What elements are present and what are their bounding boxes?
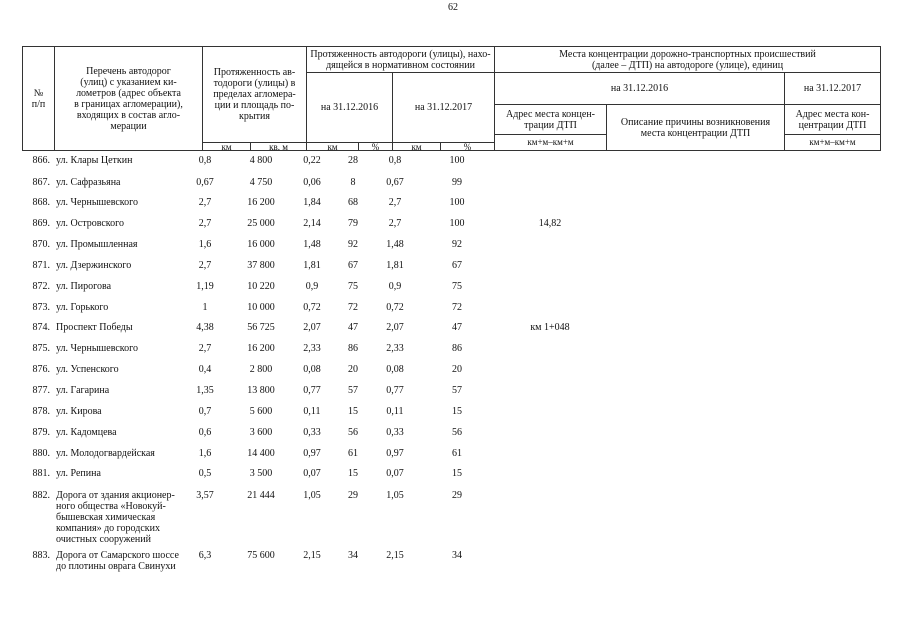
norm-2016-pct: 20 xyxy=(348,364,358,375)
norm-2016-km: 2,14 xyxy=(303,218,321,229)
norm-2016-pct: 34 xyxy=(348,550,358,561)
length-km: 2,7 xyxy=(198,197,212,208)
length-km: 6,3 xyxy=(198,550,212,561)
norm-2016-pct: 67 xyxy=(348,260,358,271)
header-acc-address: Адрес места концен- трации ДТП xyxy=(495,105,607,135)
road-name: ул. Молодогвардейская xyxy=(56,448,155,459)
length-km: 3,57 xyxy=(196,490,214,501)
norm-2016-km: 0,77 xyxy=(303,385,321,396)
row-number: 870. xyxy=(32,239,50,250)
norm-2017-pct: 72 xyxy=(452,302,462,313)
length-km: 2,7 xyxy=(198,218,212,229)
row-number: 866. xyxy=(32,155,50,166)
area-sqm: 10 220 xyxy=(247,281,275,292)
length-km: 2,7 xyxy=(198,260,212,271)
header-acc-address-2017: Адрес места кон- центрации ДТП xyxy=(785,105,881,135)
norm-2016-km: 1,48 xyxy=(303,239,321,250)
norm-2016-pct: 29 xyxy=(348,490,358,501)
norm-2016-pct: 86 xyxy=(348,343,358,354)
road-name: ул. Репина xyxy=(56,468,101,479)
unit-sqm: кв. м xyxy=(251,143,307,151)
length-km: 1,6 xyxy=(198,448,212,459)
header-acc-cause: Описание причины возникновения места концентрации ДТП xyxy=(607,105,785,151)
norm-2016-km: 0,33 xyxy=(303,427,321,438)
length-km: 0,4 xyxy=(198,364,212,375)
norm-2017-km: 1,48 xyxy=(386,239,404,250)
road-name: ул. Пирогова xyxy=(56,281,112,292)
area-sqm: 75 600 xyxy=(247,550,275,561)
norm-2017-km: 2,15 xyxy=(386,550,404,561)
norm-2016-km: 2,15 xyxy=(303,550,321,561)
page-number: 62 xyxy=(448,2,458,13)
norm-2016-pct: 72 xyxy=(348,302,358,313)
header-acc-2017: на 31.12.2017 xyxy=(785,73,881,105)
road-name: Дорога от здания акционер- ного общества «Новокуй- бышевская химическая компания» до городских очистных сооружений xyxy=(56,490,175,545)
norm-2016-pct: 28 xyxy=(348,155,358,166)
norm-2017-pct: 29 xyxy=(452,490,462,501)
norm-2017-km: 0,11 xyxy=(386,406,404,417)
unit-km: км xyxy=(203,143,251,151)
norm-2017-pct: 57 xyxy=(452,385,462,396)
norm-2017-pct: 61 xyxy=(452,448,462,459)
row-number: 883. xyxy=(32,550,50,561)
norm-2016-pct: 15 xyxy=(348,468,358,479)
area-sqm: 16 200 xyxy=(247,197,275,208)
row-number: 869. xyxy=(32,218,50,229)
norm-2017-pct: 34 xyxy=(452,550,462,561)
norm-2017-km: 0,8 xyxy=(388,155,402,166)
area-sqm: 16 000 xyxy=(247,239,275,250)
norm-2017-pct: 15 xyxy=(452,406,462,417)
norm-2017-km: 2,33 xyxy=(386,343,404,354)
norm-2017-pct: 15 xyxy=(452,468,462,479)
norm-2017-km: 0,67 xyxy=(386,177,404,188)
row-number: 879. xyxy=(32,427,50,438)
area-sqm: 56 725 xyxy=(247,322,275,333)
road-name: ул. Островского xyxy=(56,218,125,229)
header-norm-2016: на 31.12.2016 xyxy=(307,73,393,143)
header-num: № п/п xyxy=(23,47,55,151)
norm-2016-pct: 47 xyxy=(348,322,358,333)
row-number: 875. xyxy=(32,343,50,354)
road-name: ул. Сафразьяна xyxy=(56,177,121,188)
norm-2017-pct: 100 xyxy=(449,197,465,208)
area-sqm: 5 600 xyxy=(249,406,273,417)
header-length: Протяженность ав- тодороги (улицы) в пределах агломера- ции и площадь по- крытия xyxy=(203,47,307,143)
norm-2016-km: 0,9 xyxy=(305,281,319,292)
norm-2017-km: 0,97 xyxy=(386,448,404,459)
norm-2017-pct: 75 xyxy=(452,281,462,292)
length-km: 1,6 xyxy=(198,239,212,250)
norm-2016-km: 0,11 xyxy=(303,406,321,417)
length-km: 2,7 xyxy=(198,343,212,354)
length-km: 4,38 xyxy=(196,322,214,333)
row-number: 876. xyxy=(32,364,50,375)
row-number: 873. xyxy=(32,302,50,313)
road-name: ул. Кадомцева xyxy=(56,427,117,438)
norm-2016-km: 1,84 xyxy=(303,197,321,208)
norm-2016-km: 0,72 xyxy=(303,302,321,313)
area-sqm: 13 800 xyxy=(247,385,275,396)
area-sqm: 16 200 xyxy=(247,343,275,354)
norm-2017-pct: 56 xyxy=(452,427,462,438)
norm-2017-pct: 67 xyxy=(452,260,462,271)
header-road-list: Перечень автодорог (улиц) с указанием ки- лометров (адрес объекта в границах агломерации), входящих в состав агло- мерации xyxy=(55,47,203,151)
row-number: 872. xyxy=(32,281,50,292)
road-name: ул. Гагарина xyxy=(56,385,110,396)
area-sqm: 14 400 xyxy=(247,448,275,459)
area-sqm: 21 444 xyxy=(247,490,275,501)
road-name: ул. Успенского xyxy=(56,364,119,375)
norm-2016-km: 0,08 xyxy=(303,364,321,375)
norm-2016-pct: 61 xyxy=(348,448,358,459)
road-name: ул. Чернышевского xyxy=(56,197,139,208)
norm-2016-km: 1,81 xyxy=(303,260,321,271)
road-name: Проспект Победы xyxy=(56,322,133,333)
norm-2017-km: 1,05 xyxy=(386,490,404,501)
norm-2017-km: 2,7 xyxy=(388,218,402,229)
norm-2016-km: 2,07 xyxy=(303,322,321,333)
length-km: 0,7 xyxy=(198,406,212,417)
row-number: 882. xyxy=(32,490,50,501)
norm-2016-km: 0,07 xyxy=(303,468,321,479)
area-sqm: 37 800 xyxy=(247,260,275,271)
norm-2016-pct: 8 xyxy=(350,177,356,188)
area-sqm: 25 000 xyxy=(247,218,275,229)
norm-2016-km: 0,06 xyxy=(303,177,321,188)
norm-2016-km: 0,22 xyxy=(303,155,321,166)
norm-2017-km: 2,7 xyxy=(388,197,402,208)
norm-2016-pct: 79 xyxy=(348,218,358,229)
area-sqm: 3 500 xyxy=(249,468,273,479)
norm-2016-km: 1,05 xyxy=(303,490,321,501)
header-accidents: Места концентрации дорожно-транспортных происшествий (далее – ДТП) на автодороге (улице), единиц xyxy=(495,47,881,73)
norm-2017-pct: 86 xyxy=(452,343,462,354)
area-sqm: 4 800 xyxy=(249,155,273,166)
row-number: 874. xyxy=(32,322,50,333)
area-sqm: 4 750 xyxy=(249,177,273,188)
norm-2016-pct: 56 xyxy=(348,427,358,438)
norm-2016-pct: 68 xyxy=(348,197,358,208)
area-sqm: 3 600 xyxy=(249,427,273,438)
norm-2017-km: 0,33 xyxy=(386,427,404,438)
row-number: 881. xyxy=(32,468,50,479)
unit-pct-2017: % xyxy=(441,143,495,151)
road-name: ул. Горького xyxy=(56,302,109,313)
length-km: 1,35 xyxy=(196,385,214,396)
unit-kmm-2017: км+м–км+м xyxy=(785,135,881,151)
length-km: 1,19 xyxy=(196,281,214,292)
norm-2017-km: 1,81 xyxy=(386,260,404,271)
norm-2016-pct: 15 xyxy=(348,406,358,417)
norm-2017-km: 0,08 xyxy=(386,364,404,375)
road-name: ул. Промышленная xyxy=(56,239,138,250)
norm-2016-pct: 75 xyxy=(348,281,358,292)
header-acc-2016: на 31.12.2016 xyxy=(495,73,785,105)
norm-2017-km: 0,77 xyxy=(386,385,404,396)
row-number: 878. xyxy=(32,406,50,417)
road-name: ул. Кирова xyxy=(56,406,102,417)
norm-2016-pct: 57 xyxy=(348,385,358,396)
length-km: 0,8 xyxy=(198,155,212,166)
length-km: 0,67 xyxy=(196,177,214,188)
accident-address: км 1+048 xyxy=(530,322,570,333)
length-km: 0,5 xyxy=(198,468,212,479)
road-name: Дорога от Самарского шоссе до плотины оврага Свинухи xyxy=(56,550,179,572)
area-sqm: 2 800 xyxy=(249,364,273,375)
row-number: 871. xyxy=(32,260,50,271)
header-normative: Протяженность автодороги (улицы), нахо- дящейся в нормативном состоянии xyxy=(307,47,495,73)
unit-km-2016: км xyxy=(307,143,359,151)
table-header xyxy=(22,46,881,151)
area-sqm: 10 000 xyxy=(247,302,275,313)
row-number: 867. xyxy=(32,177,50,188)
norm-2017-pct: 99 xyxy=(452,177,462,188)
header-norm-2017: на 31.12.2017 xyxy=(393,73,495,143)
norm-2017-pct: 20 xyxy=(452,364,462,375)
unit-pct-2016: % xyxy=(359,143,393,151)
norm-2017-pct: 92 xyxy=(452,239,462,250)
norm-2016-km: 2,33 xyxy=(303,343,321,354)
road-name: ул. Чернышевского xyxy=(56,343,139,354)
row-number: 877. xyxy=(32,385,50,396)
unit-km-2017: км xyxy=(393,143,441,151)
norm-2016-pct: 92 xyxy=(348,239,358,250)
length-km: 1 xyxy=(202,302,208,313)
row-number: 880. xyxy=(32,448,50,459)
unit-kmm-2016: км+м–км+м xyxy=(495,135,607,151)
road-name: ул. Дзержинского xyxy=(56,260,132,271)
norm-2017-pct: 100 xyxy=(449,218,465,229)
norm-2017-km: 0,72 xyxy=(386,302,404,313)
norm-2017-km: 0,07 xyxy=(386,468,404,479)
length-km: 0,6 xyxy=(198,427,212,438)
road-name: ул. Клары Цеткин xyxy=(56,155,133,166)
accident-address: 14,82 xyxy=(538,218,562,229)
norm-2016-km: 0,97 xyxy=(303,448,321,459)
norm-2017-pct: 100 xyxy=(449,155,465,166)
row-number: 868. xyxy=(32,197,50,208)
norm-2017-km: 0,9 xyxy=(388,281,402,292)
norm-2017-pct: 47 xyxy=(452,322,462,333)
norm-2017-km: 2,07 xyxy=(386,322,404,333)
